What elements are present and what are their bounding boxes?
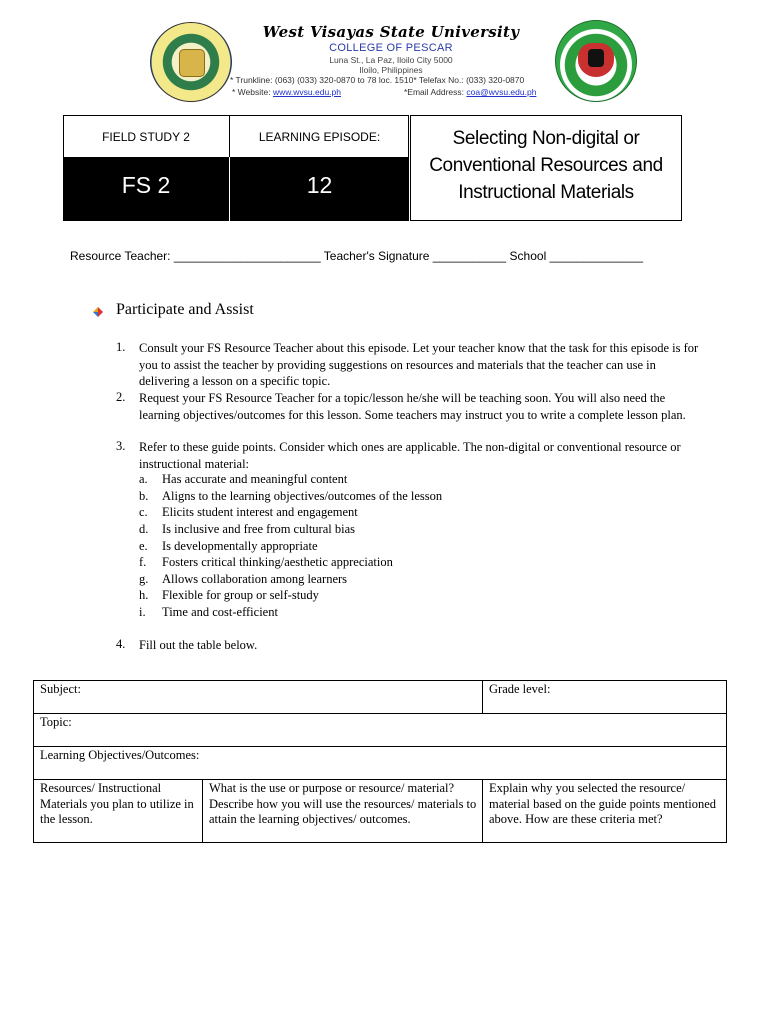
objectives-field[interactable]: Learning Objectives/Outcomes:	[40, 748, 200, 762]
sub-letter: f.	[139, 555, 147, 569]
sub-letter: h.	[139, 588, 149, 602]
seal-emblem-icon	[578, 43, 614, 77]
sub-item: Has accurate and meaningful content	[162, 472, 348, 486]
email-label: *Email Address:	[404, 87, 467, 97]
sub-letter: d.	[139, 522, 149, 536]
sub-item: Elicits student interest and engagement	[162, 505, 358, 519]
rationale-column-header: Explain why you selected the resource/ material based on the guide points mentioned above. How are these criteria met?	[489, 781, 717, 826]
university-name: West Visayas State University	[262, 23, 520, 41]
sub-item: Is inclusive and free from cultural bias	[162, 522, 355, 536]
list-number: 3.	[116, 439, 126, 453]
list-number: 2.	[116, 390, 126, 404]
website-link[interactable]: www.wvsu.edu.ph	[272, 87, 341, 97]
address-line-2: Iloilo, Philippines	[359, 65, 423, 75]
list-item: Fill out the table below.	[139, 638, 258, 652]
list-item: Request your FS Resource Teacher for a topic/lesson he/she will be teaching soon. You will also need the learning objectives/outcomes for this lesson. Some teachers may instruct you to write a complete lesson plan.	[139, 391, 686, 422]
list-item: Consult your FS Resource Teacher about this episode. Let your teacher know that the task for this episode is for you to assist the teacher by providing suggestions on resources and materials that the teacher can use in delivering a lesson on a specific topic.	[139, 341, 699, 388]
episode-title-text: Selecting Non-digital or Conventional Resources and Instructional Materials	[429, 127, 663, 203]
col-divider	[202, 779, 203, 843]
row-divider	[33, 779, 727, 780]
arrow-bullet-icon	[92, 306, 104, 318]
section-title: Participate and Assist	[116, 301, 254, 318]
website-label: * Website:	[232, 87, 273, 97]
sub-letter: i.	[139, 605, 146, 619]
contact-email	[404, 87, 536, 97]
college-name: COLLEGE OF PESCAR	[329, 42, 453, 54]
sub-letter: c.	[139, 505, 148, 519]
topic-field[interactable]: Topic:	[40, 715, 72, 729]
sub-letter: a.	[139, 472, 148, 486]
seal-shield-icon	[179, 49, 205, 77]
list-item: Refer to these guide points. Consider which ones are applicable. The non-digital or conventional resource or instructional material:	[139, 440, 681, 471]
purpose-column-header: What is the use or purpose or resource/ material? Describe how you will use the resources/ materials to attain the learning objectives/ outcomes.	[209, 781, 477, 826]
sub-item: Fosters critical thinking/aesthetic appreciation	[162, 555, 393, 569]
address-block	[258, 55, 524, 75]
list-number: 1.	[116, 340, 126, 354]
sub-item: Time and cost-efficient	[162, 605, 278, 619]
col-divider	[482, 779, 483, 843]
subject-field[interactable]: Subject:	[40, 682, 81, 696]
fs-value: FS 2	[121, 172, 171, 198]
episode-number: 12	[306, 172, 333, 198]
address-line-1: Luna St., La Paz, Iloilo City 5000	[329, 55, 453, 65]
sub-letter: b.	[139, 489, 149, 503]
pescar-seal-logo	[555, 20, 637, 102]
sub-item: Aligns to the learning objectives/outcomes of the lesson	[162, 489, 443, 503]
episode-title	[410, 115, 682, 221]
grade-level-field[interactable]: Grade level:	[489, 682, 551, 696]
sub-item: Is developmentally appropriate	[162, 539, 318, 553]
university-seal-logo	[150, 22, 232, 102]
row-divider	[33, 713, 727, 714]
sub-item: Allows collaboration among learners	[162, 572, 348, 586]
resources-column-header: Resources/ Instructional Materials you plan to utilize in the lesson.	[40, 781, 194, 826]
list-number: 4.	[116, 637, 126, 651]
field-study-label: FIELD STUDY 2	[102, 130, 190, 144]
sub-letter: g.	[139, 572, 149, 586]
resource-teacher-line: Resource Teacher: ______________________ Teacher's Signature ___________ School ______________	[70, 249, 643, 263]
contact-website	[232, 87, 341, 97]
sub-item: Flexible for group or self-study	[162, 588, 319, 602]
email-link[interactable]: coa@wvsu.edu.ph	[466, 87, 537, 97]
contact-trunkline: * Trunkline: (063) (033) 320-0870 to 78 loc. 1510* Telefax No.: (033) 320-0870	[230, 75, 525, 85]
learning-episode-label: LEARNING EPISODE:	[258, 130, 381, 144]
row-divider	[33, 746, 727, 747]
col-divider	[482, 680, 483, 713]
sub-letter: e.	[139, 539, 148, 553]
